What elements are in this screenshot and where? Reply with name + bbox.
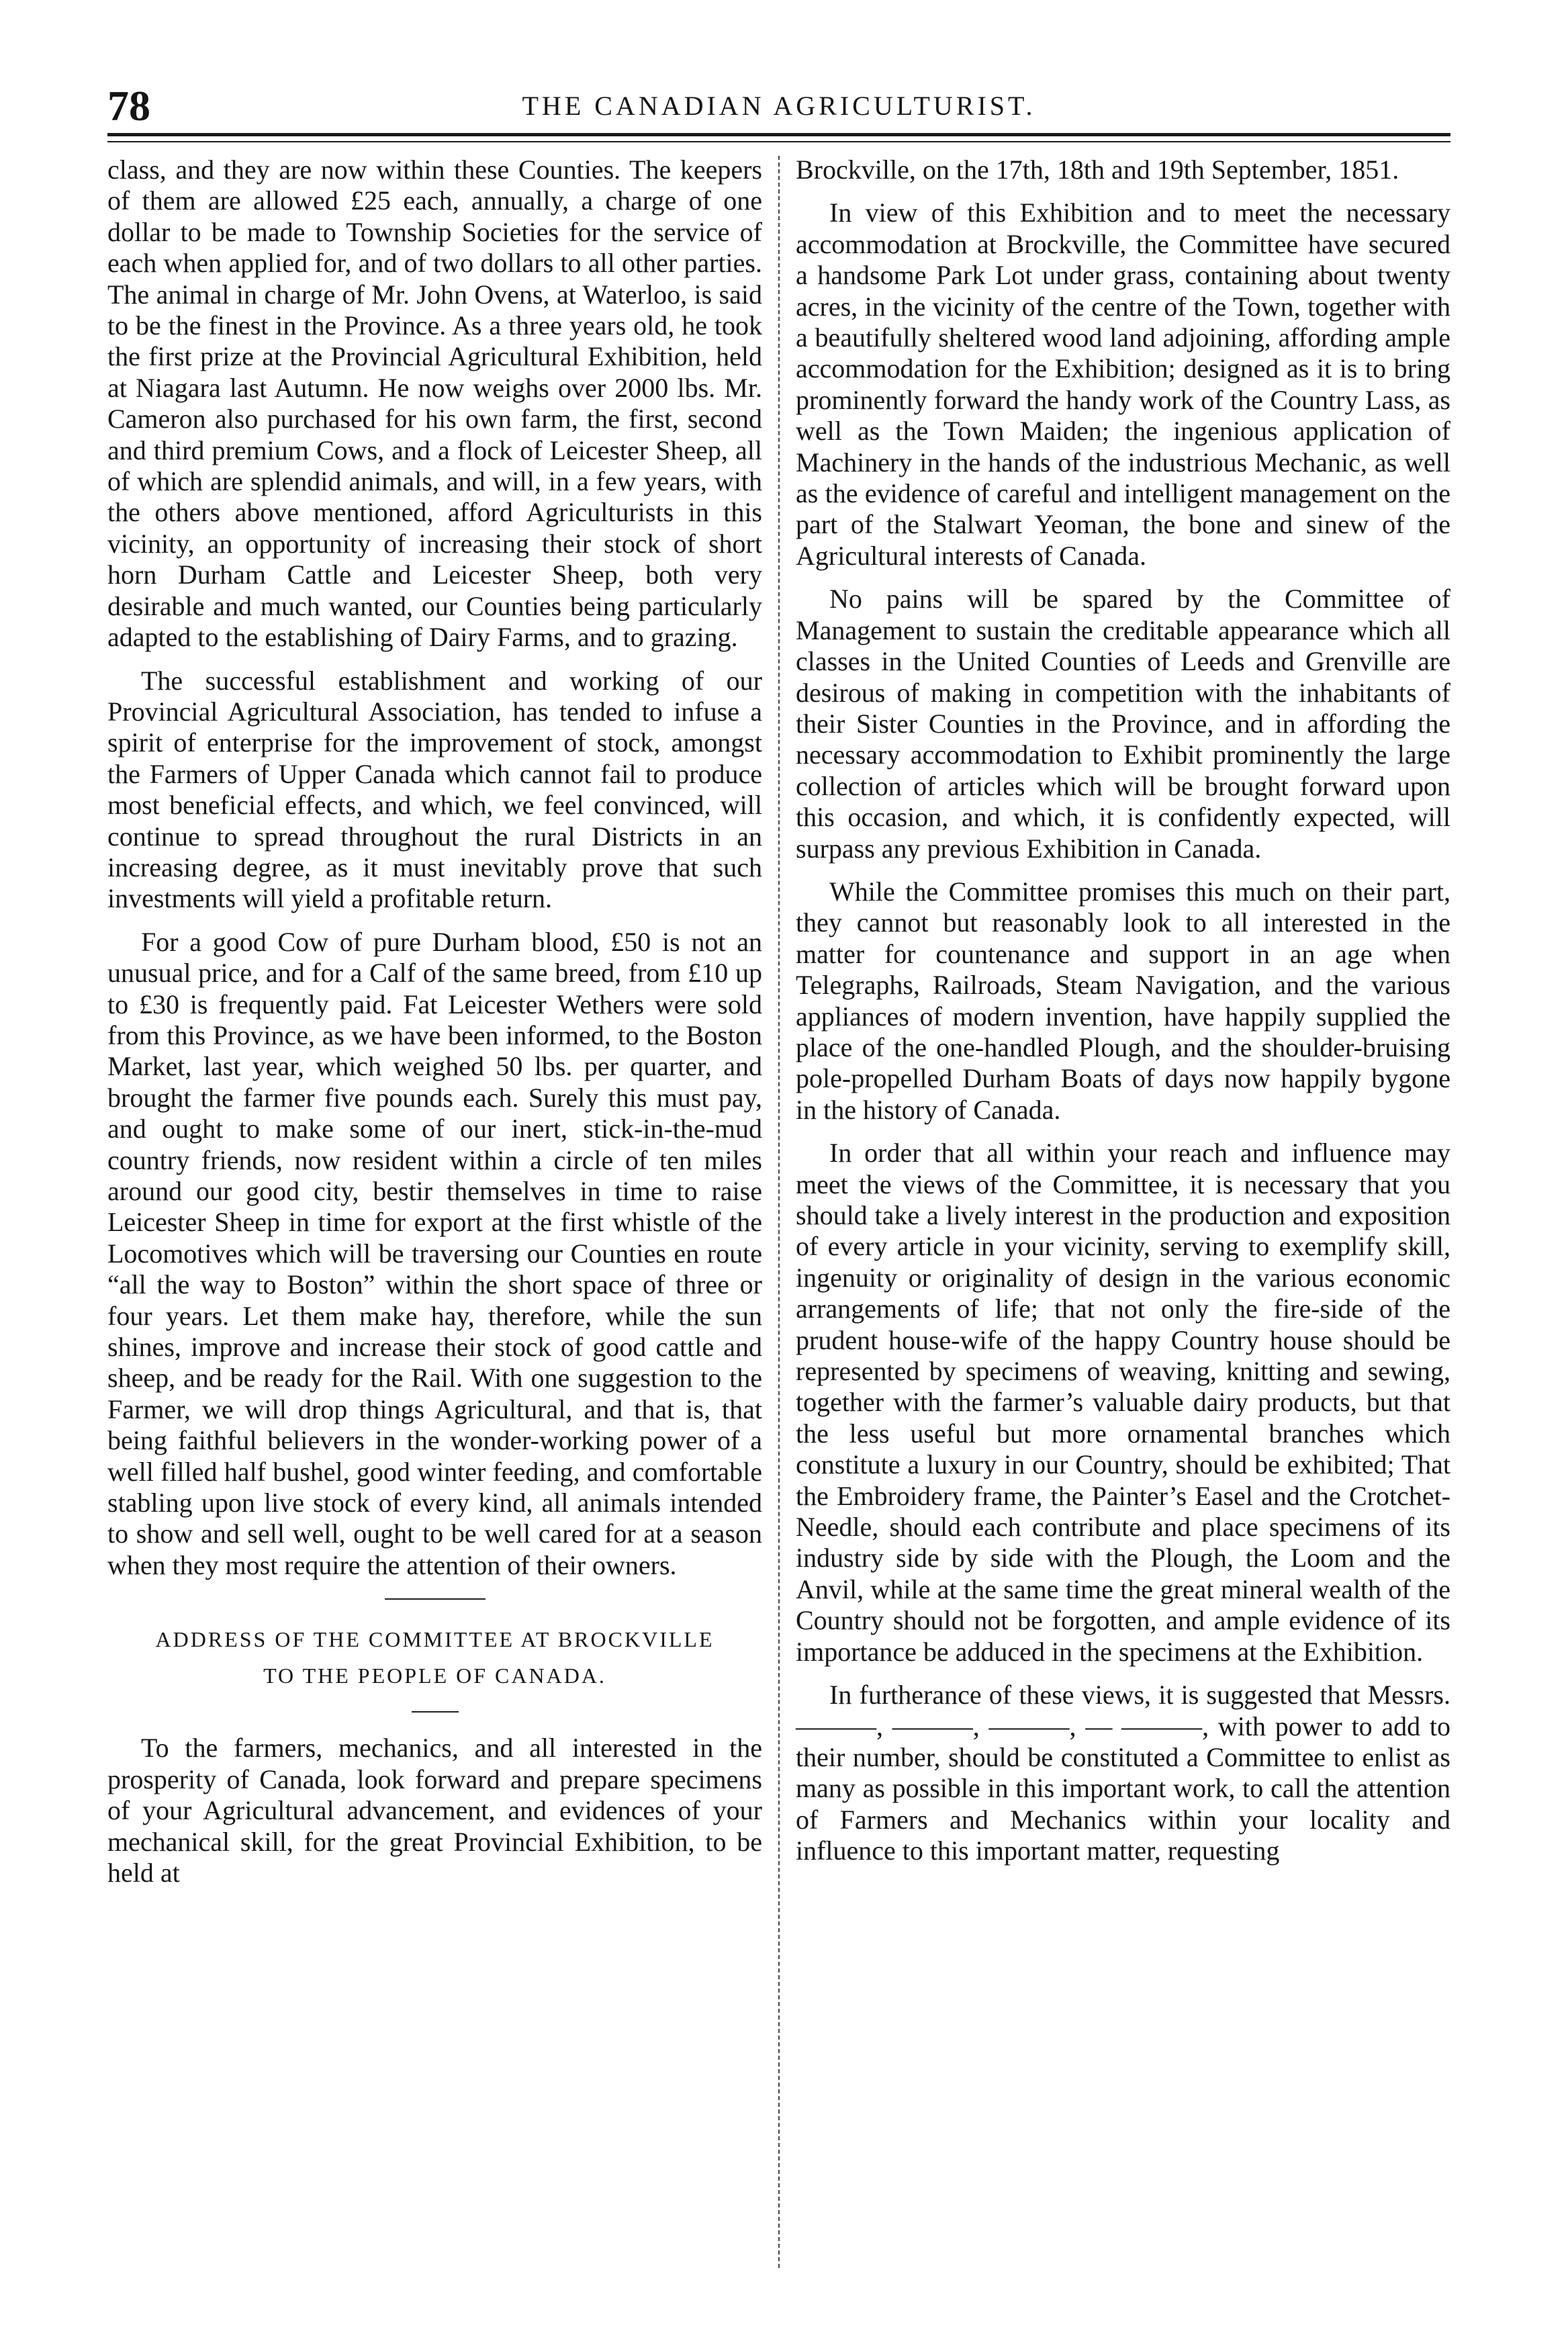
address-title-line-2: TO THE PEOPLE OF CANADA. [263, 1663, 606, 1688]
left-column [107, 154, 762, 1901]
paragraph: Brockville, on the 17th, 18th and 19th September, 1851. [796, 154, 1399, 185]
paragraph: While the Committee promises this much on their part, they cannot but reasonably look to all interested in the matter for countenance and support in an age when Telegraphs, Railroads, Steam Navigation, and the various appliances of modern invention, have happily supplied the place of the one-handled Plough, and the shoulder-bruising pole-propelled Durham Boats of days now happily bygone in the history of Canada. [796, 876, 1450, 1125]
section-separator [385, 1598, 486, 1600]
page-header [107, 79, 1450, 133]
address-title-line-1: ADDRESS OF THE COMMITTEE AT BROCKVILLE [155, 1627, 714, 1652]
page-number: 78 [107, 82, 150, 130]
paragraph: For a good Cow of pure Durham blood, £50 is not an unusual price, and for a Calf of the same breed, from £10 up to £30 is frequently paid. Fat Leicester Wethers were sold from this Province, as we have been informed, to the Boston Market, last year, which weighed 50 lbs. per quarter, and brought the farmer five pounds each. Surely this must pay, and ought to make some of our inert, stick-in-the-mud country friends, now resident within a circle of ten miles around our good city, bestir themselves in time to raise Leicester Sheep in time for export at the first whistle of the Locomotives which will be traversing our Counties en route “all the way to Boston” within the short space of three or four years. Let them make hay, therefore, while the sun shines, improve and increase their stock of good cattle and sheep, and be ready for the Rail. With one suggestion to the Farmer, we will drop things Agricultural, and that is, that being faithful believers in the wonder-working power of a well filled half bushel, good winter feeding, and comfortable stabling upon live stock of every kind, all animals intended to show and sell well, ought to be well cared for at a season when they most require the attention of their owners. [107, 926, 762, 1580]
running-title: THE CANADIAN AGRICULTURIST. [522, 91, 1036, 121]
paragraph: In view of this Exhibition and to meet the necessary accommodation at Brockville, the Committee have secured a handsome Park Lot under grass, containing about twenty acres, in the vicinity of the centre of the Town, together with a beautifully sheltered wood land adjoining, affording ample accommodation for the Exhibition; designed as it is to bring prominently forward the handy work of the Country Lass, as well as the Town Maiden; the ingenious application of Machinery in the hands of the industrious Mechanic, as well as the evidence of careful and intelligent management on the part of the Stalwart Yeoman, the bone and sinew of the Agricultural interests of Canada. [796, 197, 1450, 571]
column-divider [778, 156, 781, 2268]
title-separator [412, 1711, 459, 1713]
paragraph: In furtherance of these views, it is suggested that Messrs. ———, ———, ———, — ———, with power to add to their number, should be constituted a Committee to enlist as many as possible in this important work, to call the attention of Farmers and Mechanics within your locality and influence to this important matter, requesting [796, 1680, 1450, 1866]
address-title [107, 1621, 762, 1694]
header-rule-thick [107, 133, 1450, 136]
paragraph: In order that all within your reach and influence may meet the views of the Committee, it is necessary that you should take a lively interest in the production and exposition of every article in your vicinity, serving to exemplify skill, ingenuity or originality of design in the various economic arrangements of life; that not only the fire-side of the prudent house-wife of the happy Country house should be represented by specimens of weaving, knitting and sewing, together with the farmer’s valuable dairy products, but that the less useful but more ornamental branches which constitute a luxury in our Country, should be exhibited; That the Embroidery frame, the Painter’s Easel and the Crotchet-Needle, should each contribute and place specimens of its industry side by side with the Plough, the Loom and the Anvil, while at the same time the great mineral wealth of the Country should not be forgotten, and ample evidence of its importance be adduced in the specimens at the Exhibition. [796, 1138, 1450, 1667]
paragraph: No pains will be spared by the Committee of Management to sustain the creditable appearance which all classes in the United Counties of Leeds and Grenville are desirous of making in competition with the inhabitants of their Sister Counties in the Province, and in affording the necessary accommodation to Exhibit prominently the large collection of articles which will be brought forward upon this occasion, and which, it is confidently expected, will surpass any previous Exhibition in Canada. [796, 584, 1450, 864]
paragraph: To the farmers, mechanics, and all interested in the prosperity of Canada, look forward and prepare specimens of your Agricultural advancement, and evidences of your mechanical skill, for the great Provincial Exhibition, to be held at [107, 1733, 762, 1888]
paragraph: class, and they are now within these Counties. The keepers of them are allowed £25 each, annually, a charge of one dollar to be made to Township Societies for the service of each when applied for, and of two dollars to all other parties. The animal in charge of Mr. John Ovens, at Waterloo, is said to be the finest in the Province. As a three years old, he took the first prize at the Provincial Agricultural Exhibition, held at Niagara last Autumn. He now weighs over 2000 lbs. Mr. Cameron also purchased for his own farm, the first, second and third premium Cows, and a flock of Leicester Sheep, all of which are splendid animals, and will, in a few years, with the others above mentioned, afford Agriculturists in this vicinity, an opportunity of increasing their stock of short horn Durham Cattle and Leicester Sheep, both very desirable and much wanted, our Counties being particularly adapted to the establishing of Dairy Farms, and to grazing. [107, 154, 762, 653]
header-rule-thin [107, 141, 1450, 142]
right-column [796, 154, 1450, 1879]
paragraph: The successful establishment and working of our Provincial Agricultural Association, has tended to infuse a spirit of enterprise for the improvement of stock, amongst the Farmers of Upper Canada which cannot fail to produce most beneficial effects, and which, we feel convinced, will continue to spread throughout the rural Districts in an increasing degree, as it must inevitably prove that such investments will yield a profitable return. [107, 665, 762, 914]
